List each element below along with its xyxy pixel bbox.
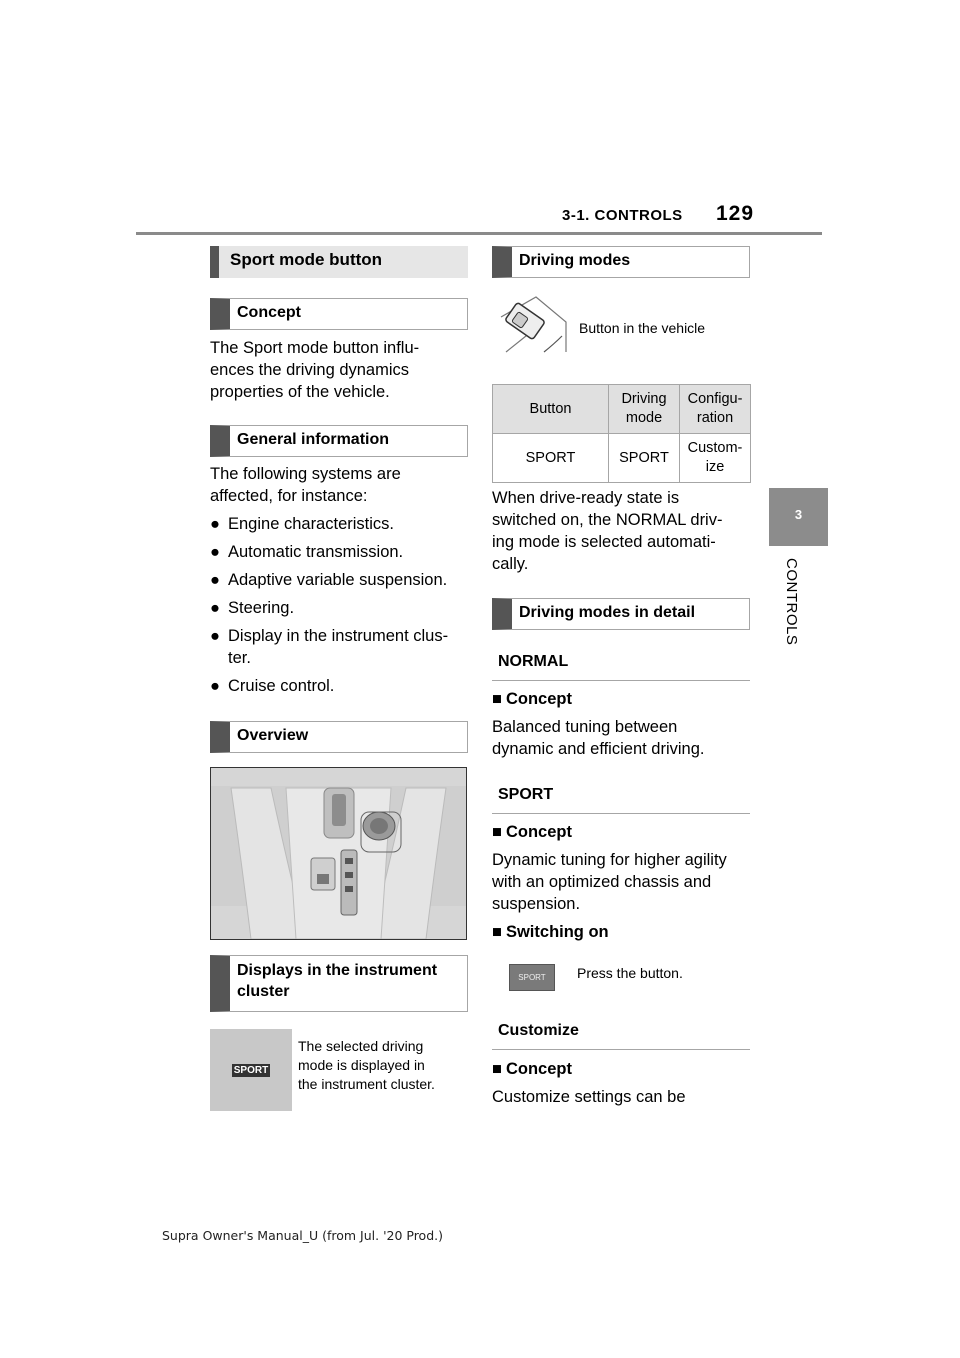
displays-heading: Displays in the instrument cluster	[210, 955, 468, 1012]
list-item: ● Display in the instrument clus- ter.	[210, 627, 449, 667]
overview-heading: Overview	[210, 721, 468, 753]
square-bullet-icon: ■	[492, 923, 502, 941]
bullet-icon: ●	[210, 571, 220, 589]
modes-detail-heading: Driving modes in detail	[492, 598, 750, 630]
sport-concept-text: Dynamic tuning for higher agility with an optimized chassis and suspension.	[492, 851, 727, 913]
list-item: ● Cruise control.	[210, 677, 335, 695]
table-cell: SPORT	[609, 434, 680, 483]
bullet-icon: ●	[210, 515, 220, 533]
cluster-display-image	[210, 1029, 292, 1111]
sport-button-image: SPORT	[509, 964, 555, 991]
general-info-text: The following systems are affected, for instance:	[210, 465, 401, 505]
list-item: ● Engine characteristics.	[210, 515, 394, 533]
chapter-label: CONTROLS	[783, 558, 800, 646]
table-cell: SPORT	[493, 434, 609, 483]
header-cell: Button	[493, 385, 609, 434]
concept-text: The Sport mode button influ- ences the driving dynamics properties of the vehicle.	[210, 339, 420, 401]
sport-concept-subheading: ■ Concept	[492, 823, 572, 841]
concept-heading: Concept	[210, 298, 468, 330]
header-cell: Configu- ration	[680, 385, 751, 434]
square-bullet-icon: ■	[492, 690, 502, 708]
button-caption: Button in the vehicle	[579, 320, 706, 336]
customize-concept-subheading: ■ Concept	[492, 1060, 572, 1078]
general-info-heading: General information	[210, 425, 468, 457]
driving-modes-heading: Driving modes	[492, 246, 750, 278]
normal-concept-text: Balanced tuning between dynamic and efficient driving.	[492, 718, 705, 758]
bullet-icon: ●	[210, 599, 220, 617]
normal-concept-subheading: ■ Concept	[492, 690, 572, 708]
list-item: ● Steering.	[210, 599, 295, 617]
console-illustration	[211, 768, 466, 939]
drive-ready-text: When drive-ready state is switched on, the NORMAL driv- ing mode is selected automati- cally.	[492, 489, 723, 573]
header-rule	[136, 232, 822, 235]
bullet-icon: ●	[210, 677, 220, 695]
switching-on-subheading: ■ Switching on	[492, 923, 609, 941]
sport-display-badge: SPORT	[233, 1065, 269, 1076]
bullet-icon: ●	[210, 543, 220, 561]
press-button-caption: Press the button.	[577, 965, 683, 981]
display-caption: The selected driving mode is displayed in the instrument cluster.	[298, 1038, 435, 1092]
square-bullet-icon: ■	[492, 1060, 502, 1078]
normal-heading: NORMAL	[492, 649, 750, 681]
list-item: ● Adaptive variable suspension.	[210, 571, 448, 589]
bullet-icon: ●	[210, 627, 220, 645]
table-cell: Custom- ize	[680, 434, 751, 483]
page-number: 129	[716, 202, 755, 225]
customize-heading: Customize	[492, 1018, 750, 1050]
square-bullet-icon: ■	[492, 823, 502, 841]
sport-mode-heading: Sport mode button	[210, 246, 468, 278]
list-item: ● Automatic transmission.	[210, 543, 404, 561]
center-console-image	[210, 767, 467, 940]
section-title: 3-1. CONTROLS	[562, 207, 683, 224]
manual-footer: Supra Owner's Manual_U (from Jul. '20 Prod.)	[162, 1228, 443, 1243]
driving-modes-table	[492, 384, 751, 483]
vehicle-button-icon	[496, 292, 568, 364]
customize-concept-text: Customize settings can be	[492, 1088, 686, 1106]
header-cell: Driving mode	[609, 385, 680, 434]
affected-systems-list	[210, 513, 472, 697]
table-row	[493, 434, 751, 483]
table-header-row	[493, 385, 751, 434]
sport-heading: SPORT	[492, 782, 750, 814]
chapter-number: 3	[794, 507, 803, 522]
